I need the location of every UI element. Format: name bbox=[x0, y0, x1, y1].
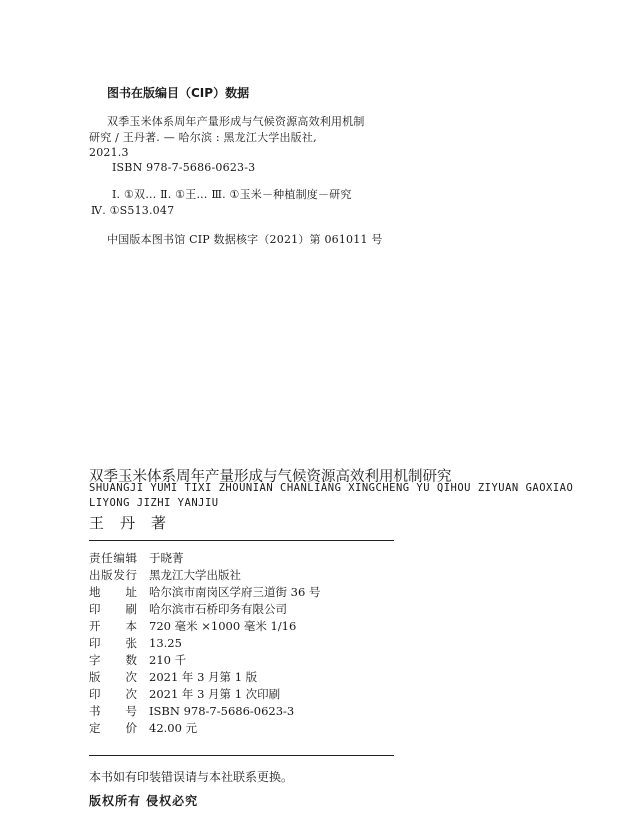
publication-info-row bbox=[89, 584, 320, 601]
publication-info-value: 黑龙江大学出版社 bbox=[149, 568, 241, 582]
cip-subject-line-1: Ⅰ. ①双… Ⅱ. ①王… Ⅲ. ①玉米－种植制度－研究 bbox=[112, 188, 352, 201]
publication-info-row bbox=[89, 618, 320, 635]
publication-info-value: 720 毫米 ×1000 毫米 1/16 bbox=[149, 619, 297, 633]
cip-library-record: 中国版本图书馆 CIP 数据核字（2021）第 061011 号 bbox=[107, 233, 383, 246]
divider-bottom bbox=[89, 755, 394, 756]
publication-info-value: ISBN 978-7-5686-0623-3 bbox=[149, 704, 295, 718]
publication-info-row bbox=[89, 567, 320, 584]
cip-title-line-1: 双季玉米体系周年产量形成与气候资源高效利用机制 bbox=[107, 115, 365, 128]
divider-top bbox=[89, 540, 394, 541]
cip-year: 2021.3 bbox=[89, 146, 129, 159]
cip-heading: 图书在版编目（CIP）数据 bbox=[107, 86, 250, 100]
publication-info-row bbox=[89, 652, 320, 669]
copyright-statement: 版权所有 侵权必究 bbox=[89, 794, 199, 808]
publication-info-row bbox=[89, 550, 320, 567]
publication-info-row bbox=[89, 720, 320, 737]
cip-subject-line-2: Ⅳ. ①S513.047 bbox=[91, 204, 175, 217]
publication-info-row bbox=[89, 703, 320, 720]
publication-info-value: 42.00 元 bbox=[149, 721, 198, 735]
book-title-pinyin-line-1: SHUANGJI YUMI TIXI ZHOUNIAN CHANLIANG XINGCHENG YU QIHOU ZIYUAN GAOXIAO bbox=[89, 482, 574, 494]
publication-info-label: 出版发行 bbox=[89, 568, 137, 582]
publication-info-label: 责任编辑 bbox=[89, 551, 137, 565]
publication-info-label: 定价 bbox=[89, 721, 137, 735]
publication-info-label: 印次 bbox=[89, 687, 137, 701]
defect-notice: 本书如有印装错误请与本社联系更换。 bbox=[89, 770, 294, 784]
book-author: 王丹著 bbox=[89, 514, 183, 532]
publication-info-label: 书号 bbox=[89, 704, 137, 718]
cip-title-line-2: 研究 / 王丹著. — 哈尔滨 : 黑龙江大学出版社, bbox=[89, 131, 317, 144]
publication-info-value: 210 千 bbox=[149, 653, 187, 667]
book-title: 双季玉米体系周年产量形成与气候资源高效利用机制研究 bbox=[89, 469, 452, 485]
book-title-pinyin-line-2: LIYONG JIZHI YANJIU bbox=[89, 497, 219, 509]
publication-info-label: 地址 bbox=[89, 585, 137, 599]
publication-info-label: 印张 bbox=[89, 636, 137, 650]
publication-info-value: 于晓菁 bbox=[149, 551, 184, 565]
publication-info-value: 哈尔滨市石桥印务有限公司 bbox=[149, 602, 287, 616]
cip-isbn: ISBN 978-7-5686-0623-3 bbox=[112, 161, 256, 174]
publication-info-value: 2021 年 3 月第 1 次印刷 bbox=[149, 687, 281, 701]
publication-info-label: 版次 bbox=[89, 670, 137, 684]
publication-info-label: 印刷 bbox=[89, 602, 137, 616]
publication-info-row bbox=[89, 686, 320, 703]
publication-info-value: 2021 年 3 月第 1 版 bbox=[149, 670, 258, 684]
publication-info-row bbox=[89, 669, 320, 686]
publication-info-value: 哈尔滨市南岗区学府三道街 36 号 bbox=[149, 585, 321, 599]
publication-info-label: 字数 bbox=[89, 653, 137, 667]
publication-info-table bbox=[89, 550, 320, 737]
publication-info-row bbox=[89, 601, 320, 618]
publication-info-label: 开本 bbox=[89, 619, 137, 633]
publication-info-value: 13.25 bbox=[149, 636, 182, 650]
publication-info-row bbox=[89, 635, 320, 652]
